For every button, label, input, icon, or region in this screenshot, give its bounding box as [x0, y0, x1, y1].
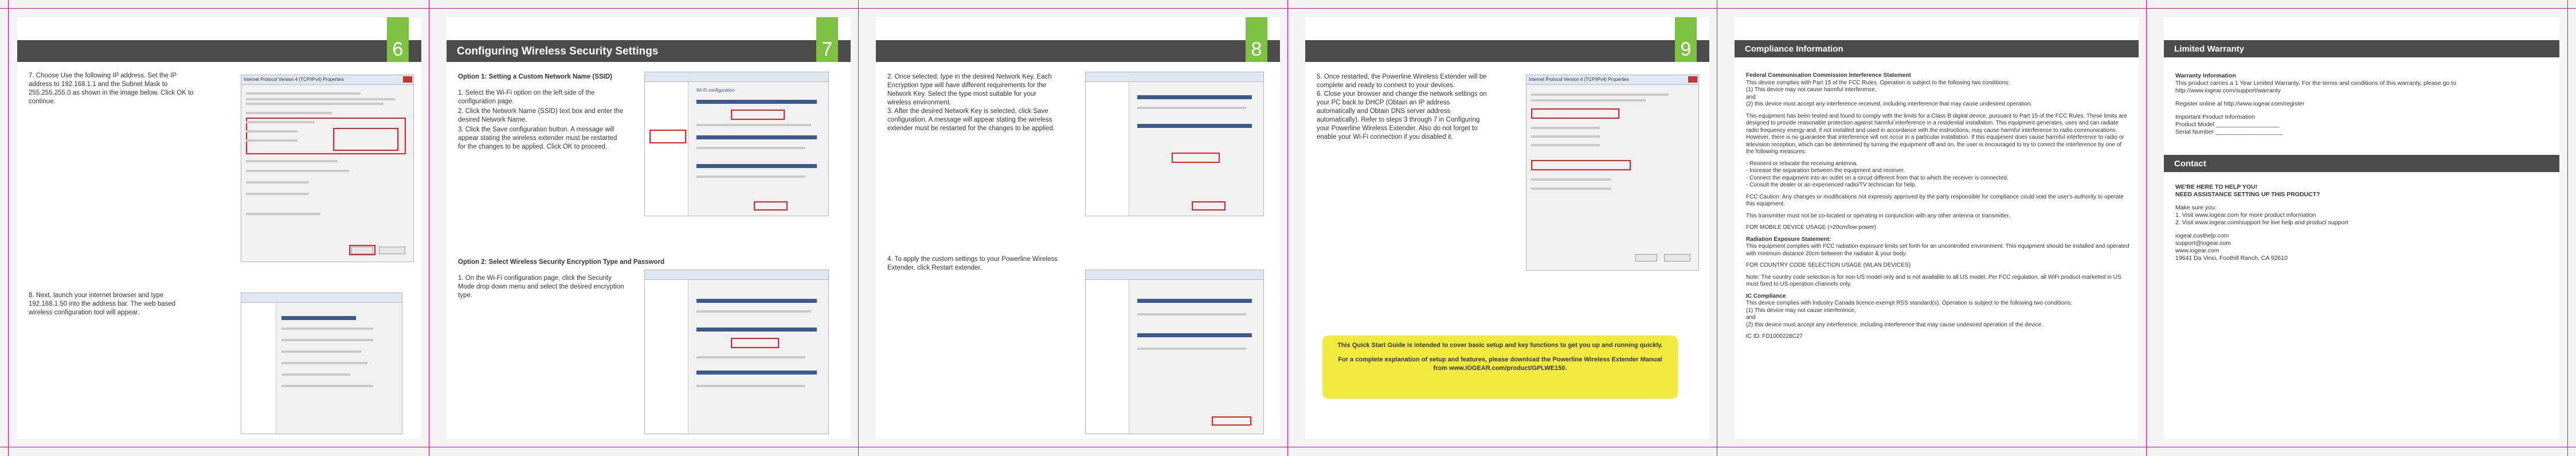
ssid-highlight	[731, 110, 785, 120]
contact-line: 19641 Da Vinci, Foothill Ranch, CA 92610	[2175, 255, 2288, 262]
step-5-text: 5. Once restarted, the Powerline Wireless Extender will be complete and ready to connect to your devices.	[1317, 73, 1487, 89]
ip-value-highlight	[333, 128, 398, 151]
fold-line-2	[858, 0, 859, 456]
page-9	[1305, 17, 1709, 439]
step-3-text: 3. After the desired Network Key is selected, click Save configuration. A message will appear stating the wireless extender must be restarted for the changes to be applied.	[887, 108, 1055, 132]
fcc-caution: FCC Caution: Any changes or modifications not expressly approved by the party responsible for compliance could void the user's authority to operate this equipment.	[1746, 193, 2124, 207]
page-6	[17, 17, 421, 439]
wifi-config-heading: Wi-Fi configuration	[696, 88, 735, 93]
notice-line-2: For a complete explanation of setup and features, please download the Powerline Wireless Extender Manual from www.IOGEAR.com/product/GPLWE150.	[1338, 356, 1662, 372]
fcc-paragraph: This equipment has been tested and found to comply with the limits for a Class B digital device, pursuant to Part 15 of the FCC Rules. These limits are designed to provide reasonable protection against harmful interference in a residential installation. This equipment generates, uses and can radiate radio frequency energy and, if not installed and used in accordance with the instructions, may cause harmful interference to radio communications. However, there is no guarantee that interference will not occur in a particular installation. If this equipment does cause harmful interference to radio or television reception, which can be determined by turning the equipment off and on, the user is encouraged to try to correct the interference by one of the following measures:	[1746, 112, 2127, 155]
contact-tagline-1: WE'RE HERE TO HELP YOU!	[2175, 184, 2258, 190]
ic-line: and	[1746, 314, 1756, 321]
crop-line-top	[0, 8, 2576, 9]
fcc-heading: Federal Communication Commission Interference Statement	[1746, 72, 1911, 79]
cancel-button[interactable]	[1664, 254, 1690, 262]
ic-heading: IC Compliance	[1746, 293, 1786, 299]
compliance-page	[1735, 17, 2139, 439]
close-icon	[403, 76, 412, 83]
measure-item: - Consult the dealer or an experienced radio/TV technician for help.	[1746, 182, 1917, 188]
page-number-tab	[816, 17, 838, 62]
mobile-usage: FOR MOBILE DEVICE USAGE (>20cm/low power)	[1746, 224, 1877, 231]
ic-line: (2) this device must accept any interference, including interference that may cause undesired operation of the device.	[1746, 321, 2043, 328]
page-number: 8	[1251, 38, 1262, 60]
warranty-info-heading: Warranty Information	[2175, 72, 2236, 79]
page-number: 9	[1680, 38, 1692, 60]
page-header-bar	[876, 40, 1280, 62]
ok-button[interactable]	[351, 247, 373, 254]
warranty-title: Limited Warranty	[2174, 44, 2244, 54]
config-sidebar	[645, 82, 688, 216]
quick-start-notice	[1322, 336, 1678, 399]
warranty-header	[2164, 40, 2559, 57]
wifi-config-screenshot-4	[1085, 270, 1264, 434]
compliance-header	[1735, 40, 2139, 57]
radiation-heading: Radiation Exposure Statement:	[1746, 236, 1831, 243]
register-text: Register online at http://www.iogear.com/register	[2175, 100, 2305, 107]
wifi-config-screenshot-2	[644, 270, 829, 434]
crop-line-right	[2567, 0, 2568, 456]
step-7-text: 7. Choose Use the following IP address. Set the IP address to 192.168.1.1 and the Subnet Mask to 255.255.255.0 as shown in the image below. Click OK to continue.	[29, 72, 194, 105]
colocated-text: This transmitter must not be co-located or operating in conjunction with any other antenna or transmitter.	[1746, 212, 2010, 219]
fold-line-3	[1287, 0, 1288, 456]
serial-number: Serial Number ____________________	[2175, 128, 2283, 135]
page-number-tab	[1246, 17, 1267, 62]
security-mode-highlight	[731, 338, 779, 348]
wifi-config-screenshot-3	[1085, 72, 1264, 216]
wifi-menu-highlight	[649, 130, 686, 143]
page-number: 7	[821, 38, 833, 60]
step-2-text: 2. Once selected, type in the desired Network Key. Each Encryption type will have different requirements for the Network Key. Select the type most suitable for your wireless environment.	[887, 73, 1052, 106]
config-sidebar	[241, 303, 276, 434]
contact-tip: 1. Visit www.iogear.com for more product information	[2175, 212, 2316, 219]
cancel-button[interactable]	[379, 247, 405, 254]
country-code-heading: FOR COUNTRY CODE SELECTION USAGE (WLAN DEVICES)	[1746, 262, 1911, 268]
config-sidebar	[645, 280, 688, 434]
compliance-title: Compliance Information	[1745, 44, 1843, 54]
ic-text: This device complies with Industry Canada licence-exempt RSS standard(s). Operation is subject to the following two conditions:	[1746, 300, 2072, 306]
page-title: Configuring Wireless Security Settings	[457, 45, 659, 57]
fold-line-5	[2146, 0, 2147, 456]
ipv4-dhcp-dialog	[1526, 75, 1699, 271]
ipv4-properties-dialog	[241, 75, 414, 262]
contact-title: Contact	[2174, 159, 2206, 169]
page-8	[876, 17, 1280, 439]
network-key-highlight	[1172, 153, 1220, 163]
dialog-title: Internet Protocol Version 4 (TCP/IPv4) Properties	[1526, 75, 1698, 85]
fcc-line: and	[1746, 93, 1756, 100]
product-model: Product Model ___________________	[2175, 121, 2280, 128]
ic-id: IC ID: FD1000228C27	[1746, 333, 1803, 340]
save-config-highlight	[754, 201, 788, 211]
warranty-contact-page	[2164, 17, 2559, 439]
make-sure-text: Make sure you:	[2175, 204, 2217, 211]
notice-line-1: This Quick Start Guide is intended to cover basic setup and key functions to get you up and running quickly.	[1337, 342, 1663, 349]
ok-button[interactable]	[1635, 254, 1657, 262]
contact-tagline-2: NEED ASSISTANCE SETTING UP THIS PRODUCT?	[2175, 191, 2320, 198]
page-header-bar	[447, 40, 851, 62]
contact-tip: 2. Visit www.iogear.com/support for live help and product support	[2175, 219, 2348, 226]
measure-item: - Connect the equipment into an outlet on a circuit different from that to which the receiver is connected.	[1746, 174, 2009, 181]
contact-line: www.iogear.com	[2175, 247, 2219, 254]
wifi-config-screenshot-1	[644, 72, 829, 216]
fcc-line: (1) This device may not cause harmful interference,	[1746, 87, 1877, 93]
config-sidebar	[1086, 82, 1129, 216]
page-number: 6	[392, 38, 404, 60]
option-2-step-1: 1. On the Wi-Fi configuration page, click the Security Mode drop down menu and select the desired encryption type.	[458, 275, 624, 299]
radiation-text: This equipment complies with FCC radiation exposure limits set forth for an uncontrolled environment. This equipment should be installed and operated with minimum distance 20cm between the radiator & your body.	[1746, 243, 2129, 257]
fcc-line: (2) this device must accept any interference received, including interference that may cause undesired operation.	[1746, 101, 2033, 107]
step-8-text: 8. Next, launch your internet browser and type 192.168.1.50 into the address bar. The web based wireless configuration tool will appear.	[29, 292, 176, 316]
option-1-step-3: 3. Click the Save configuration button. A message will appear stating the wireless extender must be restarted for the changes to be applied. Click OK to proceed.	[458, 126, 617, 150]
web-config-screenshot	[241, 293, 402, 434]
product-info-heading: Important Product Information	[2175, 114, 2255, 120]
measure-item: - Reorient or relocate the receiving antenna.	[1746, 160, 1858, 167]
step-6-text: 6. Close your browser and change the network settings on your PC back to DHCP (Obtain an IP address automatically and Obtain DNS server address automatically). Refer to steps 3 through 7 in Configuring your Powerline Wireless Extender. Also do not forget to enable your Wi-Fi connection if you disabled it.	[1317, 91, 1487, 141]
obtain-dns-highlight	[1531, 160, 1631, 170]
measure-item: - Increase the separation between the equipment and receiver.	[1746, 167, 1905, 174]
obtain-ip-highlight	[1531, 108, 1619, 119]
dialog-title: Internet Protocol Version 4 (TCP/IPv4) Properties	[241, 75, 413, 85]
config-sidebar	[1086, 280, 1129, 434]
page-header-bar	[17, 40, 421, 62]
page-number-tab	[1675, 17, 1697, 62]
contact-line: iogear.custhelp.com	[2175, 232, 2229, 239]
page-header-bar	[1305, 40, 1709, 62]
save-config-highlight	[1192, 201, 1226, 211]
page-7	[447, 17, 851, 439]
page-number-tab	[387, 17, 409, 62]
step-4-text: 4. To apply the custom settings to your Powerline Wireless Extender, click Restart extender.	[887, 256, 1058, 271]
restart-extender-highlight	[1212, 416, 1251, 426]
contact-header	[2164, 155, 2559, 172]
close-icon	[1688, 76, 1697, 83]
crop-line-left	[8, 0, 9, 456]
option-1-heading: Option 1: Setting a Custom Network Name (SSID)	[458, 73, 612, 80]
option-1-step-1: 1. Select the Wi-Fi option on the left side of the configuration page.	[458, 89, 595, 105]
option-2-heading: Option 2: Select Wireless Security Encryption Type and Password	[458, 259, 665, 266]
warranty-info-text: This product carries a 1 Year Limited Warranty. For the terms and conditions of this warranty, please go to http://www.iogear.com/support/warranty	[2175, 80, 2457, 94]
option-1-step-2: 2. Click the Network Name (SSID) text box and enter the desired Network Name.	[458, 108, 624, 123]
country-code-note: Note: The country code selection is for non-US model only and is not available to all US model. Per FCC regulation, all WiFi product marketed in US must fixed to US operation channels only.	[1746, 274, 2121, 287]
ic-line: (1) This device may not cause interference,	[1746, 307, 1856, 314]
fcc-line: This device complies with Part 15 of the FCC Rules. Operation is subject to the following two conditions:	[1746, 79, 2010, 86]
contact-line: support@iogear.com	[2175, 240, 2232, 247]
